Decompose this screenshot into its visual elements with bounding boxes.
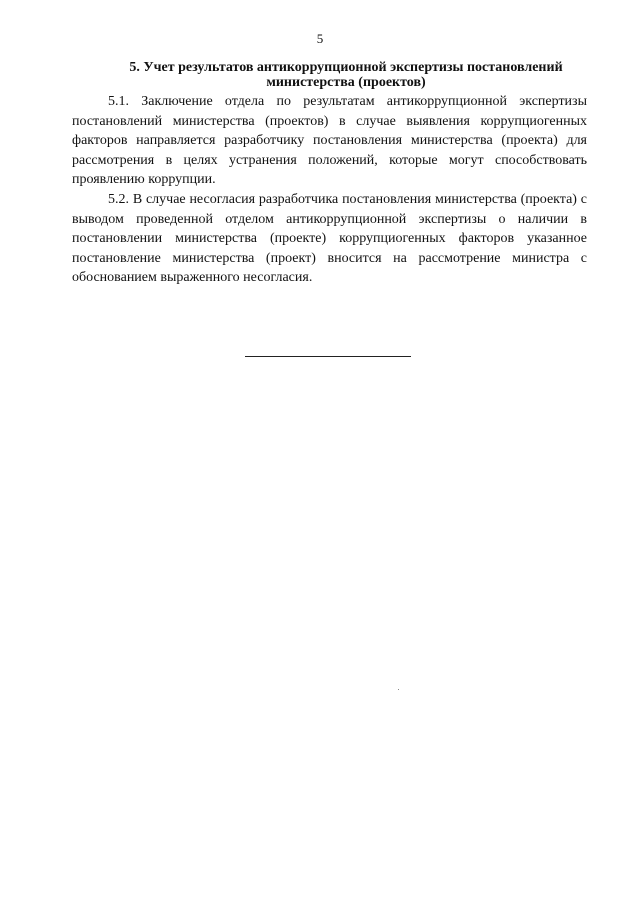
paragraph-5-2: 5.2. В случае несогласия разработчика постановления министерства (проекта) с выводом проведенной отделом антикоррупционной экспертизы о наличии в постановлении министерства (проекте) коррупциогенных факторов указанное постановление министерства (проект) вносится на рассмотрение министра с обоснованием выраженного несогласия. — [72, 192, 587, 285]
end-of-document-rule — [245, 356, 411, 357]
scan-speck — [398, 689, 399, 690]
page-number: 5 — [316, 31, 324, 46]
section-heading: 5. Учет результатов антикоррупционной экспертизы постановлений министерства (проектов) — [129, 60, 563, 90]
paragraph-5-1: 5.1. Заключение отдела по результатам антикоррупционной экспертизы постановлений министерства (проектов) в случае выявления коррупциогенных факторов направляется разработчику постановления министерства (проекта) для рассмотрения в целях устранения положений, которые могут способствовать проявлению коррупции. — [72, 94, 587, 187]
